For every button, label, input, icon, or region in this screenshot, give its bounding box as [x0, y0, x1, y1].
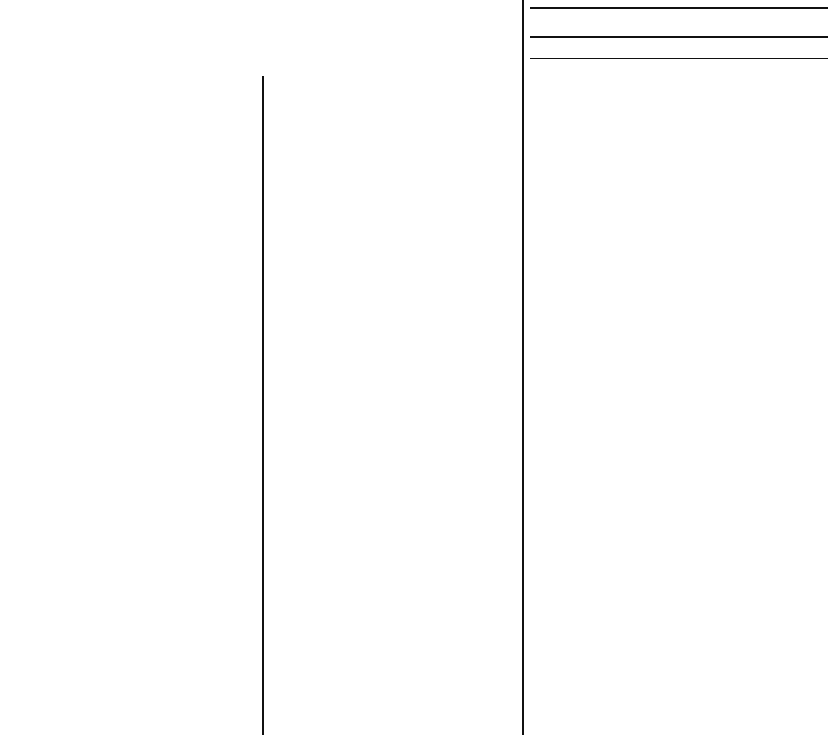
column-divider-2 [522, 0, 524, 735]
standard-equipment-column-2 [268, 0, 520, 116]
standard-equipment-column [6, 0, 258, 113]
pricing-column [530, 0, 828, 84]
column-divider-1 [262, 76, 264, 735]
